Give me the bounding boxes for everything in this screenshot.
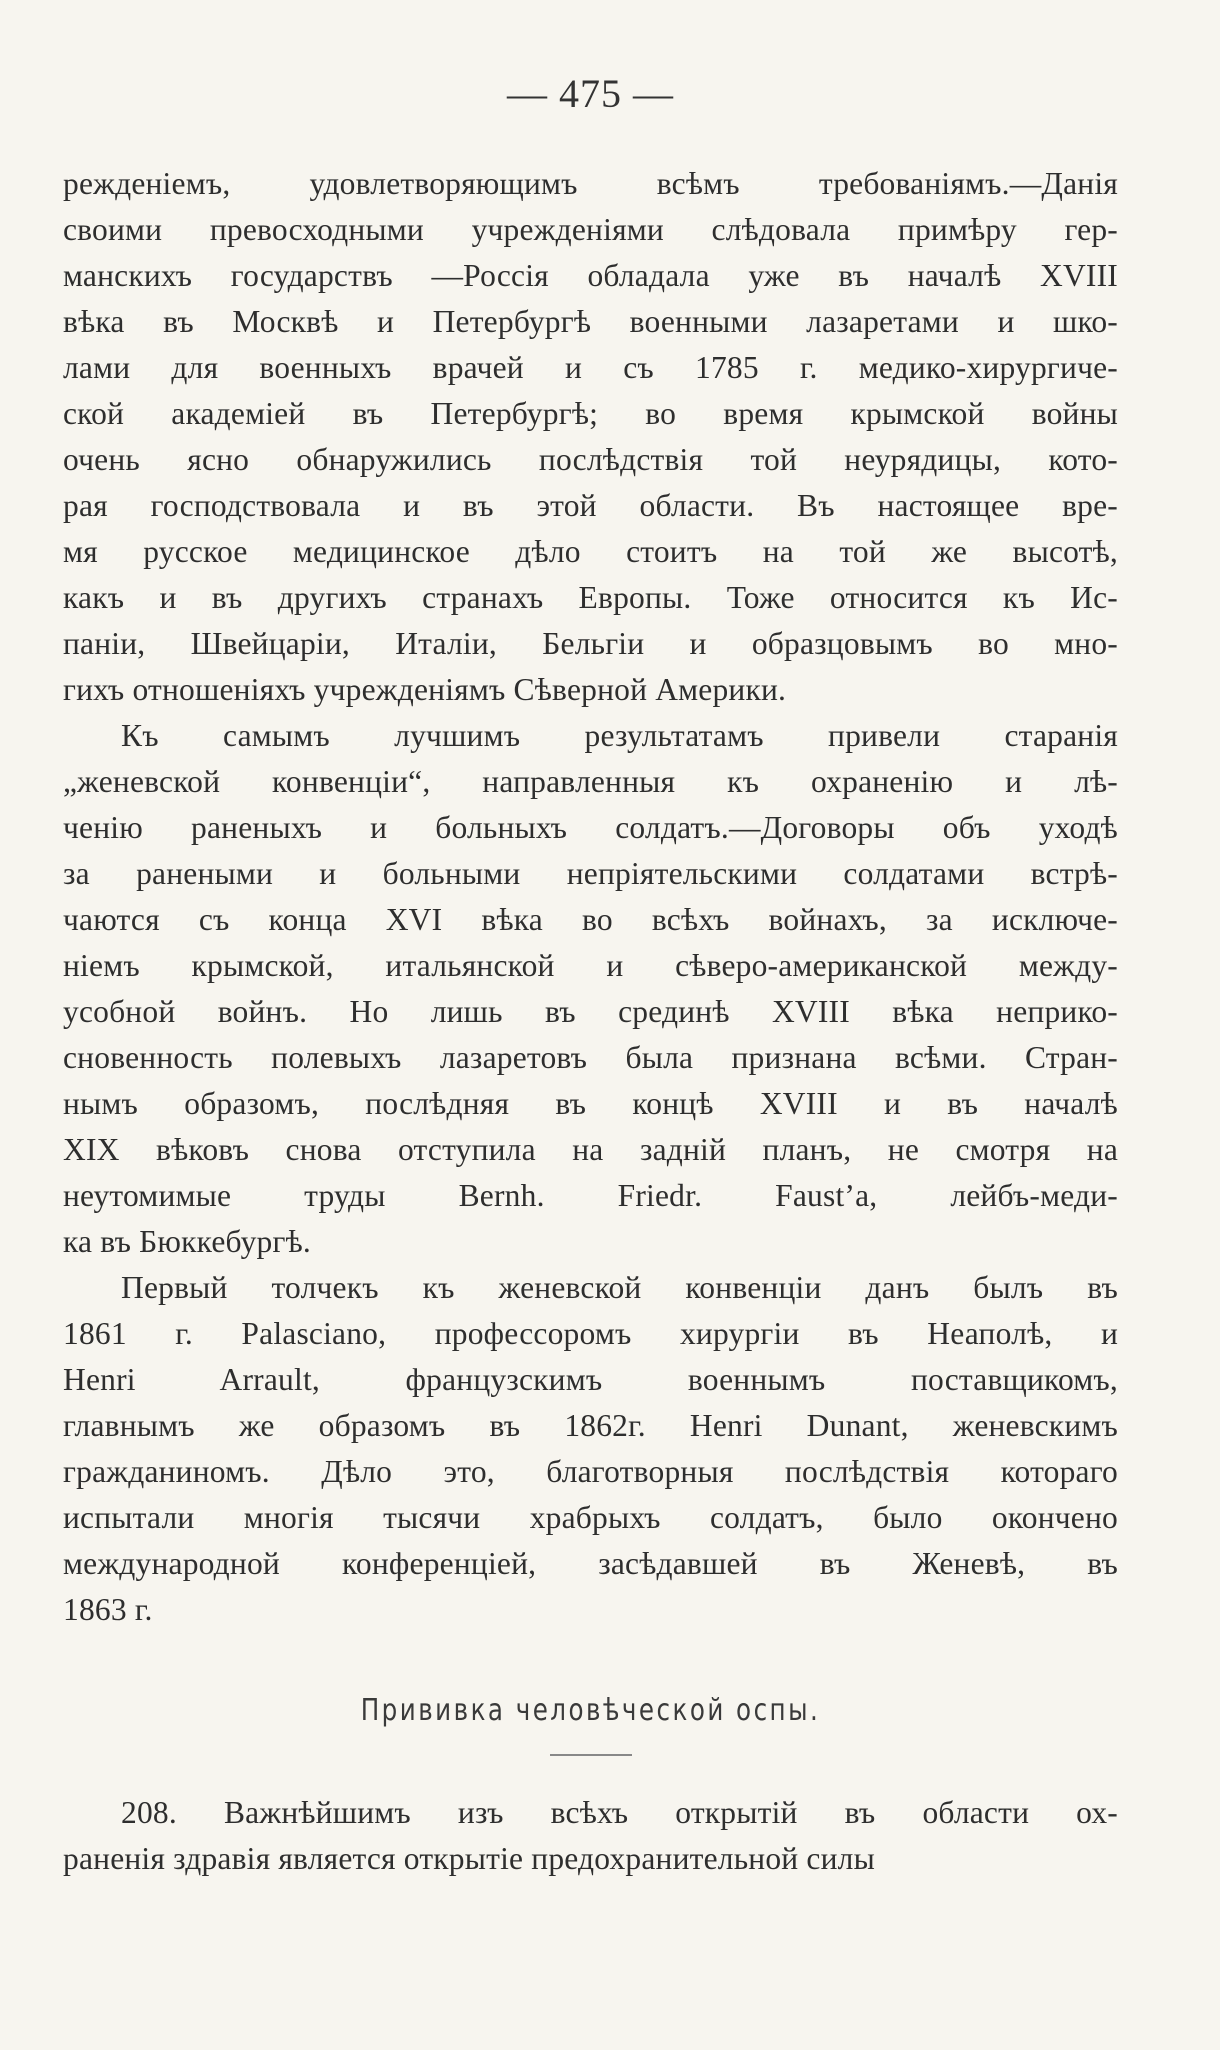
paragraph [63, 161, 1118, 713]
text-line: за ранеными и больными непріятельскими солдатами встрѣ- [63, 856, 1118, 891]
text-line: Первый толчекъ къ женевской конвенціи данъ былъ въ [121, 1270, 1118, 1305]
text-line: усобной войнъ. Но лишь въ срединѣ XVIII вѣка неприко- [63, 994, 1118, 1029]
paragraph [63, 713, 1118, 1265]
text-line: 208. Важнѣйшимъ изъ всѣхъ открытій въ области ох- [121, 1795, 1118, 1830]
heading-divider [550, 1754, 632, 1756]
text-line: Henri Arrault, французскимъ военнымъ поставщикомъ, [63, 1362, 1118, 1397]
text-line: раненія здравія является открытіе предохранительной силы [63, 1841, 875, 1876]
text-line: чаются съ конца XVI вѣка во всѣхъ войнахъ, за исключе- [63, 902, 1118, 937]
body-text [63, 161, 1118, 1633]
text-line: испытали многія тысячи храбрыхъ солдатъ, было окончено [63, 1500, 1118, 1535]
text-line: 1863 г. [63, 1592, 153, 1627]
text-line: какъ и въ другихъ странахъ Европы. Тоже относится къ Ис- [63, 580, 1118, 615]
text-line: Къ самымъ лучшимъ результатамъ привели старанія [121, 718, 1118, 753]
text-line: мя русское медицинское дѣло стоитъ на той же высотѣ, [63, 534, 1118, 569]
book-page [63, 70, 1118, 1882]
text-line: неутомимые труды Bernh. Friedr. Faust’a, лейбъ-меди- [63, 1178, 1118, 1213]
text-line: лами для военныхъ врачей и съ 1785 г. медико-хирургиче- [63, 350, 1118, 385]
text-line: международной конференціей, засѣдавшей въ Женевѣ, въ [63, 1546, 1118, 1581]
text-line: вѣка въ Москвѣ и Петербургѣ военными лазаретами и шко- [63, 304, 1118, 339]
text-line: „женевской конвенціи“, направленныя къ охраненію и лѣ- [63, 764, 1118, 799]
text-line: режденіемъ, удовлетворяющимъ всѣмъ требованіямъ.—Данія [63, 166, 1118, 201]
text-line: ка въ Бюккебургѣ. [63, 1224, 311, 1259]
text-line: очень ясно обнаружились послѣдствія той неурядицы, кото- [63, 442, 1118, 477]
section-body-text [63, 1790, 1118, 1882]
paragraph [63, 1265, 1118, 1633]
text-line: главнымъ же образомъ въ 1862г. Henri Dunant, женевскимъ [63, 1408, 1118, 1443]
text-line: рая господствовала и въ этой области. Въ настоящее вре- [63, 488, 1118, 523]
section-heading: Прививка человѣческой оспы. [360, 1693, 821, 1728]
text-line: гихъ отношеніяхъ учрежденіямъ Сѣверной Америки. [63, 672, 787, 707]
text-line: манскихъ государствъ —Россія обладала уже въ началѣ XVIII [63, 258, 1118, 293]
text-line: сновенность полевыхъ лазаретовъ была признана всѣми. Стран- [63, 1040, 1118, 1075]
paragraph [63, 1790, 1118, 1882]
page-number: — 475 — [507, 71, 674, 116]
text-line: своими превосходными учрежденіями слѣдовала примѣру гер- [63, 212, 1118, 247]
text-line: нымъ образомъ, послѣдняя въ концѣ XVIII и въ началѣ [63, 1086, 1118, 1121]
text-line: ской академіей въ Петербургѣ; во время крымской войны [63, 396, 1118, 431]
text-line: ніемъ крымской, итальянской и сѣверо-американской между- [63, 948, 1118, 983]
text-line: паніи, Швейцаріи, Италіи, Бельгіи и образцовымъ во мно- [63, 626, 1118, 661]
text-line: гражданиномъ. Дѣло это, благотворныя послѣдствія котораго [63, 1454, 1118, 1489]
text-line: 1861 г. Palasciano, профессоромъ хирургіи въ Неаполѣ, и [63, 1316, 1118, 1351]
text-line: XIX вѣковъ снова отступила на задній планъ, не смотря на [63, 1132, 1118, 1167]
text-line: ченію раненыхъ и больныхъ солдатъ.—Договоры объ уходѣ [63, 810, 1118, 845]
